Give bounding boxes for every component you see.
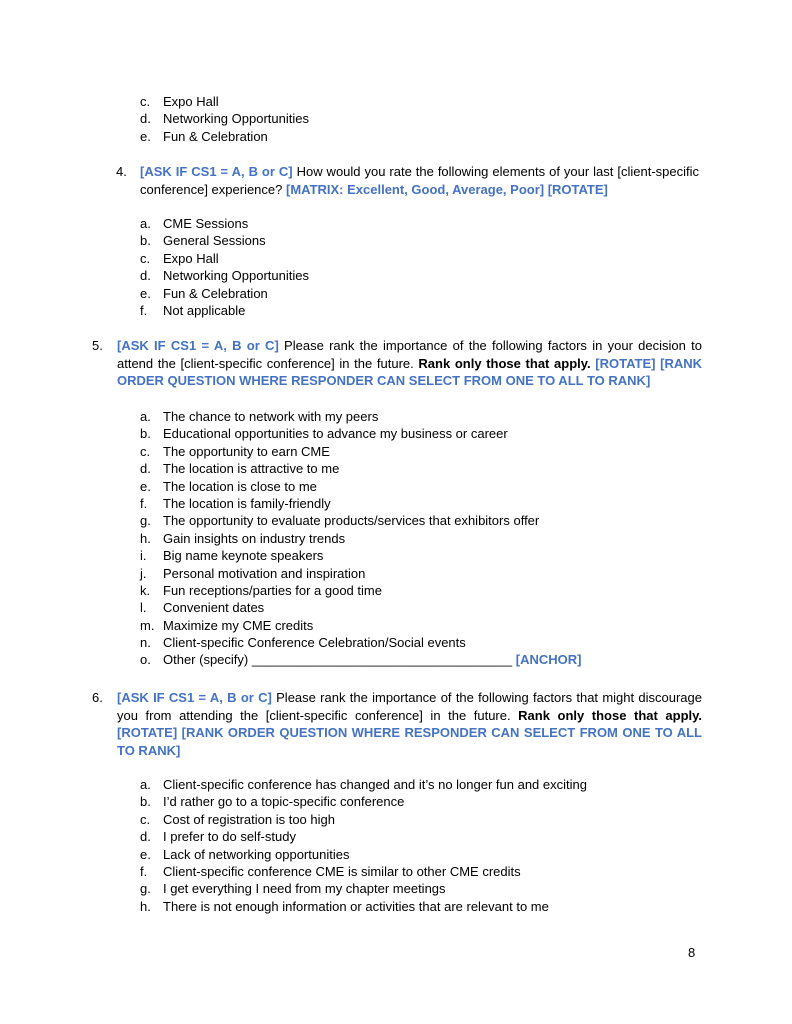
question-emphasis: Rank only those that apply. [518, 707, 702, 723]
list-item [140, 285, 309, 302]
question-prompt: Please rank the importance of the following factors in your decision to attend the [client-specific conference] in the future. [117, 338, 702, 371]
instruction-tag: [MATRIX: Excellent, Good, Average, Poor] [ROTATE] [285, 181, 608, 197]
item-text: Lack of networking opportunities [163, 846, 350, 862]
question-text [140, 163, 699, 198]
item-letter: e. [140, 478, 151, 494]
item-letter: d. [140, 461, 151, 477]
item-text: Networking Opportunities [163, 111, 309, 127]
list-item [140, 250, 309, 267]
question-number: 6. [92, 690, 103, 705]
item-text: Big name keynote speakers [163, 548, 324, 564]
instruction-tag: [ROTATE] [RANK ORDER QUESTION WHERE RESPONDER CAN SELECT FROM ONE TO ALL TO RANK] [117, 355, 702, 389]
item-letter: b. [140, 233, 151, 249]
question-6 [92, 689, 702, 759]
item-letter: c. [140, 811, 151, 827]
list-item [140, 793, 587, 810]
list-item-other [140, 651, 581, 668]
question-5 [92, 337, 702, 390]
item-letter: h. [140, 898, 151, 914]
list-item [140, 443, 581, 460]
list-item [140, 215, 309, 232]
item-letter: f. [140, 302, 148, 318]
item-letter: k. [140, 582, 151, 598]
item-text: Not applicable [163, 302, 246, 318]
item-text: Maximize my CME credits [163, 617, 314, 633]
list-item [140, 617, 581, 634]
instruction-tag: [ASK IF CS1 = A, B or C] [117, 690, 272, 705]
list-item [140, 128, 309, 145]
question-prompt: Please rank the importance of the following factors that might discourage you from attending the [client-specific conference] in the future. [117, 690, 702, 723]
list-item [140, 811, 587, 828]
question-prompt: How would you rate the following elements of your last [client-specific conference] experience? [140, 164, 699, 197]
question-emphasis: Rank only those that apply. [418, 355, 591, 371]
list-item [140, 232, 309, 249]
item-text: I’d rather go to a topic-specific conference [163, 794, 405, 810]
item-letter: d. [140, 829, 151, 845]
item-text: Other (specify) ____________________________________ [163, 652, 513, 668]
item-text: The opportunity to earn CME [163, 443, 330, 459]
question-text [117, 689, 702, 759]
item-text: There is not enough information or activities that are relevant to me [163, 898, 549, 914]
list-item [140, 302, 309, 319]
item-text: CME Sessions [163, 216, 249, 231]
list-item [140, 828, 587, 845]
list-item [140, 512, 581, 529]
page-number: 8 [688, 945, 696, 960]
list-item [140, 880, 587, 897]
instruction-tag: [ASK IF CS1 = A, B or C] [117, 338, 279, 353]
item-text: Cost of registration is too high [163, 811, 335, 827]
list-item [140, 565, 581, 582]
item-letter: h. [140, 530, 151, 546]
item-letter: b. [140, 794, 151, 810]
item-letter: c. [140, 443, 151, 459]
question-text [117, 337, 702, 390]
item-letter: e. [140, 285, 151, 301]
item-text: Gain insights on industry trends [163, 530, 346, 546]
list-item [140, 898, 587, 915]
list-item [140, 846, 587, 863]
item-text: I prefer to do self-study [163, 829, 296, 845]
item-text: General Sessions [163, 233, 266, 249]
item-letter: c. [140, 250, 151, 266]
item-letter: d. [140, 111, 151, 127]
list-item [140, 547, 581, 564]
list-item [140, 582, 581, 599]
instruction-tag: [ASK IF CS1 = A, B or C] [140, 164, 293, 179]
list-item [140, 110, 309, 127]
item-letter: a. [140, 777, 151, 792]
list-item [140, 530, 581, 547]
question-5-options [140, 408, 581, 669]
list-item [140, 267, 309, 284]
list-item [140, 863, 587, 880]
item-text: Personal motivation and inspiration [163, 565, 366, 581]
item-letter: m. [140, 617, 155, 633]
item-text: Educational opportunities to advance my business or career [163, 426, 508, 442]
item-text: Expo Hall [163, 94, 219, 109]
item-text: Fun & Celebration [163, 285, 268, 301]
list-item [140, 495, 581, 512]
item-letter: f. [140, 495, 148, 511]
item-text: The chance to network with my peers [163, 409, 379, 424]
item-text: The location is attractive to me [163, 461, 340, 477]
list-item [140, 460, 581, 477]
question-number: 5. [92, 338, 103, 353]
item-letter: i. [140, 548, 147, 564]
item-text: Expo Hall [163, 250, 219, 266]
item-text: Client-specific conference CME is similar to other CME credits [163, 863, 521, 879]
item-letter: g. [140, 881, 151, 897]
anchor-tag: [ANCHOR] [515, 652, 582, 668]
list-item [140, 408, 581, 425]
item-letter: l. [140, 600, 147, 616]
continued-options-list [140, 93, 309, 145]
item-text: Fun receptions/parties for a good time [163, 582, 382, 598]
list-item [140, 776, 587, 793]
item-letter: e. [140, 846, 151, 862]
question-4-options [140, 215, 309, 319]
item-text: The opportunity to evaluate products/services that exhibitors offer [163, 513, 540, 529]
item-letter: j. [140, 565, 147, 581]
item-text: Client-specific Conference Celebration/Social events [163, 635, 466, 651]
item-letter: g. [140, 513, 151, 529]
list-item [140, 425, 581, 442]
question-number: 4. [116, 164, 127, 179]
question-4 [92, 163, 702, 198]
question-6-options [140, 776, 587, 915]
list-item [140, 93, 309, 110]
item-text: Convenient dates [163, 600, 265, 616]
item-letter: d. [140, 268, 151, 284]
item-letter: f. [140, 863, 148, 879]
item-text: Client-specific conference has changed and it’s no longer fun and exciting [163, 777, 587, 792]
item-letter: e. [140, 128, 151, 144]
item-text: Networking Opportunities [163, 268, 309, 284]
list-item [140, 634, 581, 651]
item-letter: c. [140, 94, 151, 109]
item-letter: a. [140, 216, 151, 231]
instruction-tag: [ROTATE] [RANK ORDER QUESTION WHERE RESPONDER CAN SELECT FROM ONE TO ALL TO RANK] [117, 725, 702, 758]
item-text: The location is family-friendly [163, 495, 331, 511]
item-text: Fun & Celebration [163, 128, 268, 144]
item-text: The location is close to me [163, 478, 317, 494]
list-item [140, 599, 581, 616]
item-letter: o. [140, 652, 151, 668]
item-letter: a. [140, 409, 151, 424]
item-text: I get everything I need from my chapter meetings [163, 881, 446, 897]
list-item [140, 478, 581, 495]
item-letter: n. [140, 635, 151, 651]
item-letter: b. [140, 426, 151, 442]
